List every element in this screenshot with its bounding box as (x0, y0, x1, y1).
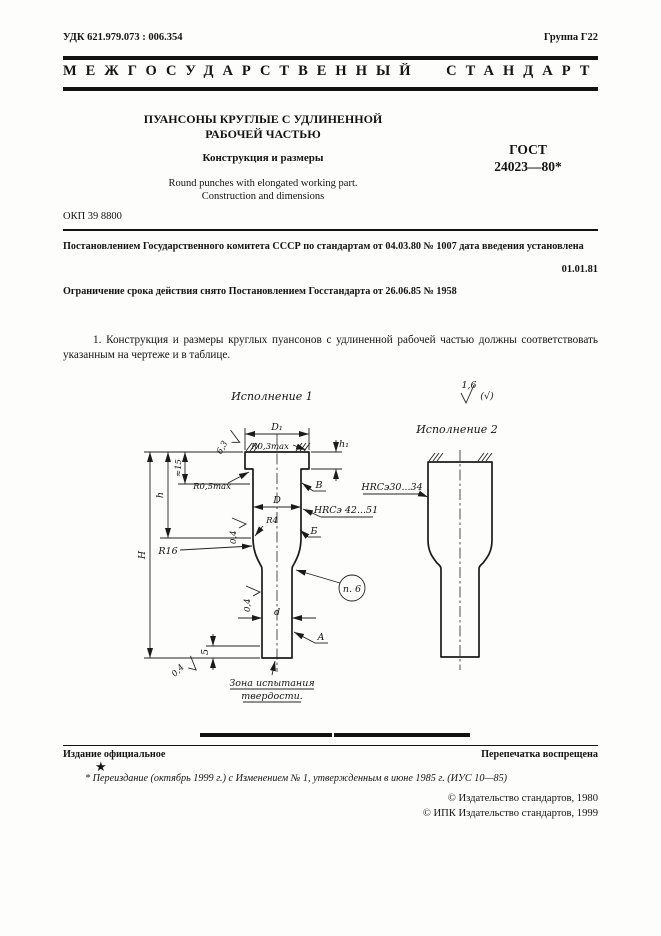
gost-word: ГОСТ (509, 142, 547, 157)
dim-5-label: 5 (200, 648, 211, 656)
standard-kind-heading: МЕЖГОСУДАРСТВЕННЫЙ СТАНДАРТ (63, 63, 598, 79)
hardness-var2-label: HRCэ30...34 (361, 482, 423, 493)
surface-finish-value: 1,6 (461, 380, 477, 391)
official-edition-label: Издание официальное (63, 749, 166, 760)
dim-5 (200, 634, 260, 670)
effective-date: 01.01.81 (561, 264, 598, 275)
zone-label-B (300, 526, 321, 537)
dim-D-label: D (273, 495, 281, 506)
gost-number: 24023—80* (494, 159, 562, 174)
hardness-main-label: HRCэ 42...51 (313, 505, 379, 516)
roughness-63 (215, 429, 243, 460)
zone-B-label: Б (310, 526, 318, 537)
roughness-04-end-label: 0,4 (169, 662, 187, 680)
footer-rule (63, 745, 598, 746)
title-english-1: Round punches with elongated working part. (168, 178, 358, 189)
decree-text: Постановлением Государственного комитета СССР по стандартам от 04.03.80 № 1007 дата введения установлена (63, 241, 584, 252)
test-zone-note (229, 661, 314, 702)
roughness-check-icon (232, 518, 246, 528)
rule-fragment-right (334, 733, 470, 737)
note-r05 (192, 472, 249, 492)
udk-code: УДК 621.979.073 : 006.354 (63, 32, 183, 43)
thin-rule (63, 229, 598, 231)
roughness-04-shank-label: 0,4 (243, 598, 253, 612)
note-r4 (255, 516, 278, 536)
note-r03 (250, 442, 306, 452)
title-subtitle: Конструкция и размеры (202, 152, 324, 164)
dim-h1-label: h₁ (339, 439, 349, 450)
group-code: Группа Г22 (543, 32, 598, 43)
r05-label: R0,5max (193, 482, 231, 492)
title-english-2: Construction and dimensions (201, 191, 325, 202)
dim-H-label: H (137, 550, 148, 560)
dim-15 (174, 452, 250, 484)
copyright-1999: © ИПК Издательство стандартов, 1999 (422, 808, 598, 819)
r4-label: R4 (266, 516, 278, 526)
dim-D (253, 495, 301, 507)
surface-finish-others: (√) (480, 391, 494, 402)
roughness-63-label: 6,3 (214, 439, 231, 457)
zone-label-V (302, 480, 326, 491)
dim-h1 (311, 439, 349, 481)
roughness-04-body (229, 518, 246, 544)
reissue-footnote: * Переиздание (октябрь 1999 г.) с Изменением № 1, утвержденным в июне 1985 г. (ИУС 10—85) (85, 773, 508, 784)
star-icon: ★ (95, 759, 107, 774)
r03-label: R0,3max (251, 442, 289, 452)
zone-label-A (294, 632, 328, 643)
note-r16 (157, 546, 252, 557)
copyright-1980: © Издательство стандартов, 1980 (447, 793, 598, 804)
reprint-prohibited-label: Перепечатка воспрещена (481, 749, 598, 760)
test-zone-line1: Зона испытания (229, 678, 315, 689)
note-p6 (296, 570, 365, 601)
dim-h (155, 452, 251, 538)
title-line1: ПУАНСОНЫ КРУГЛЫЕ С УДЛИНЕННОЙ (143, 112, 383, 126)
dim-d-label: d (273, 607, 281, 618)
test-zone-line2: твердости. (241, 691, 303, 702)
dim-h-label: h (155, 491, 166, 499)
dim-D1-label: D₁ (271, 422, 283, 433)
surface-finish-icon (461, 380, 494, 403)
roughness-04-shank (243, 586, 260, 612)
zone-A-label: А (317, 632, 325, 643)
limitation-text: Ограничение срока действия снято Постановлением Госстандарта от 26.06.85 № 1958 (63, 286, 457, 297)
roughness-04-body-label: 0,4 (229, 530, 239, 544)
p6-label: п. 6 (342, 584, 362, 595)
title-line2: РАБОЧЕЙ ЧАСТЬЮ (205, 127, 321, 141)
variant1-label: Исполнение 1 (231, 390, 313, 403)
note-hardness-var2 (360, 482, 428, 497)
okp-code: ОКП 39 8800 (63, 211, 122, 222)
dim-15-label: ≈15 (174, 459, 184, 477)
rule-fragment-left (200, 733, 332, 737)
variant2-label: Исполнение 2 (416, 423, 498, 436)
header-rule-top (63, 56, 598, 60)
technical-drawing (100, 372, 560, 717)
gost-designation (458, 141, 598, 175)
note-hardness-main (303, 505, 378, 517)
r16-label: R16 (158, 546, 178, 557)
paragraph-1: 1. Конструкция и размеры круглых пуансонов с удлиненной рабочей частью должны соответствовать указанным на чертеже и в таблице. (63, 334, 598, 361)
roughness-check-icon (246, 586, 260, 596)
zone-V-label: В (315, 480, 323, 491)
header-rule-bottom (63, 87, 598, 91)
